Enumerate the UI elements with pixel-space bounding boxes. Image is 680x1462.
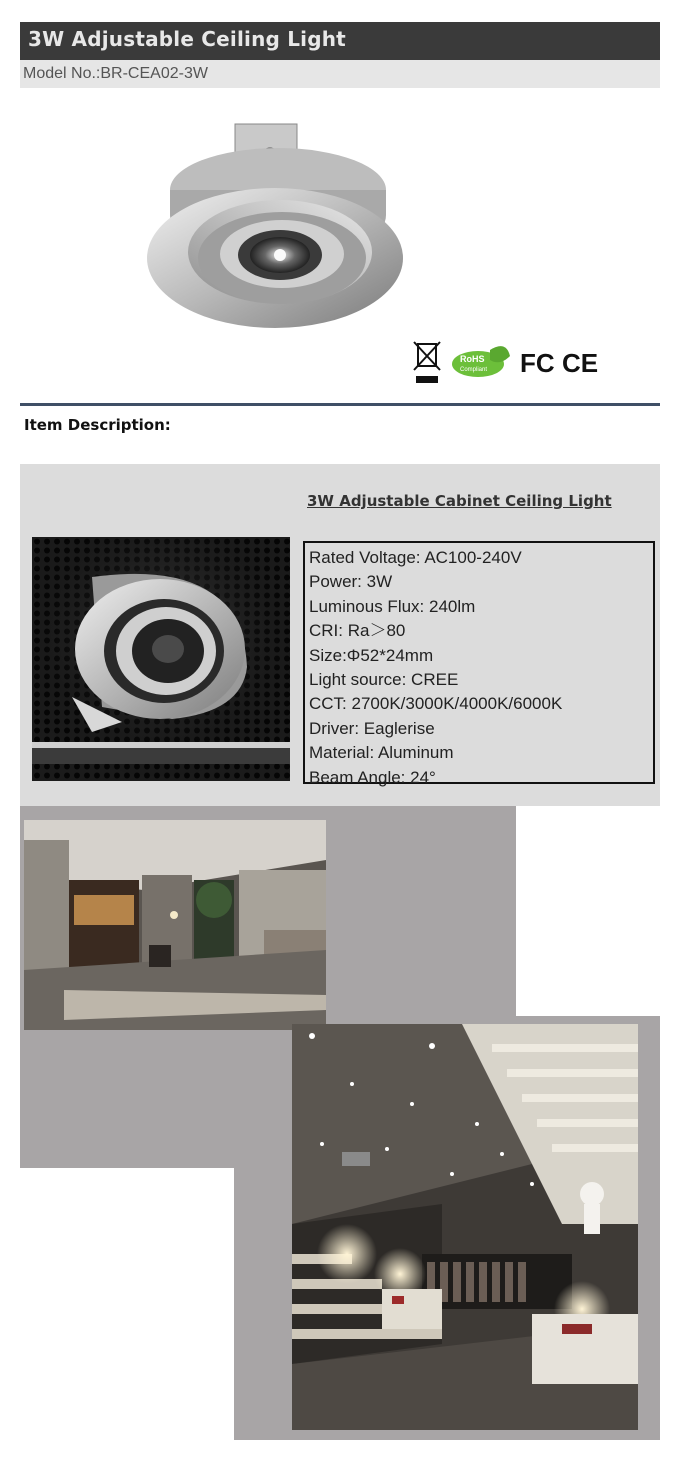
spec-beam-angle: Beam Angle: 24°: [309, 767, 436, 787]
spec-luminous-flux: Luminous Flux: 240lm: [309, 596, 476, 616]
spec-power: Power: 3W: [309, 572, 393, 592]
application-photo-store: [292, 1024, 638, 1430]
model-number: Model No.:BR-CEA02-3W: [23, 65, 208, 82]
spec-panel: [20, 464, 660, 806]
spec-cct: CCT: 2700K/3000K/4000K/6000K: [309, 694, 563, 714]
svg-text:Compliant: Compliant: [460, 367, 488, 373]
svg-text:RoHS: RoHS: [460, 354, 485, 364]
page-title: 3W Adjustable Ceiling Light: [28, 27, 346, 51]
weee-icon: [414, 342, 440, 383]
spec-light-source: Light source: CREE: [309, 670, 459, 690]
spec-material: Material: Aluminum: [309, 743, 454, 763]
model-bar: [20, 60, 660, 88]
ce-icon: [562, 348, 598, 378]
certification-icons: [410, 338, 610, 386]
svg-text:FC: FC: [520, 348, 555, 378]
spec-list: [303, 541, 655, 787]
title-bar: [20, 22, 660, 60]
rohs-icon: [452, 346, 510, 377]
item-description-label: Item Description:: [24, 416, 171, 434]
product-closeup-photo: [32, 537, 290, 781]
product-image: [140, 110, 410, 340]
spec-rated-voltage: Rated Voltage: AC100-240V: [309, 548, 522, 567]
spec-cri: CRI: Ra＞80: [309, 621, 406, 641]
spec-title: 3W Adjustable Cabinet Ceiling Light: [307, 492, 612, 510]
fcc-icon: [520, 348, 555, 378]
application-photo-lobby: [24, 820, 326, 1030]
spec-size: Size:Φ52*24mm: [309, 645, 434, 665]
spec-driver: Driver: Eaglerise: [309, 718, 435, 738]
section-divider: [20, 403, 660, 406]
svg-text:CE: CE: [562, 348, 599, 378]
